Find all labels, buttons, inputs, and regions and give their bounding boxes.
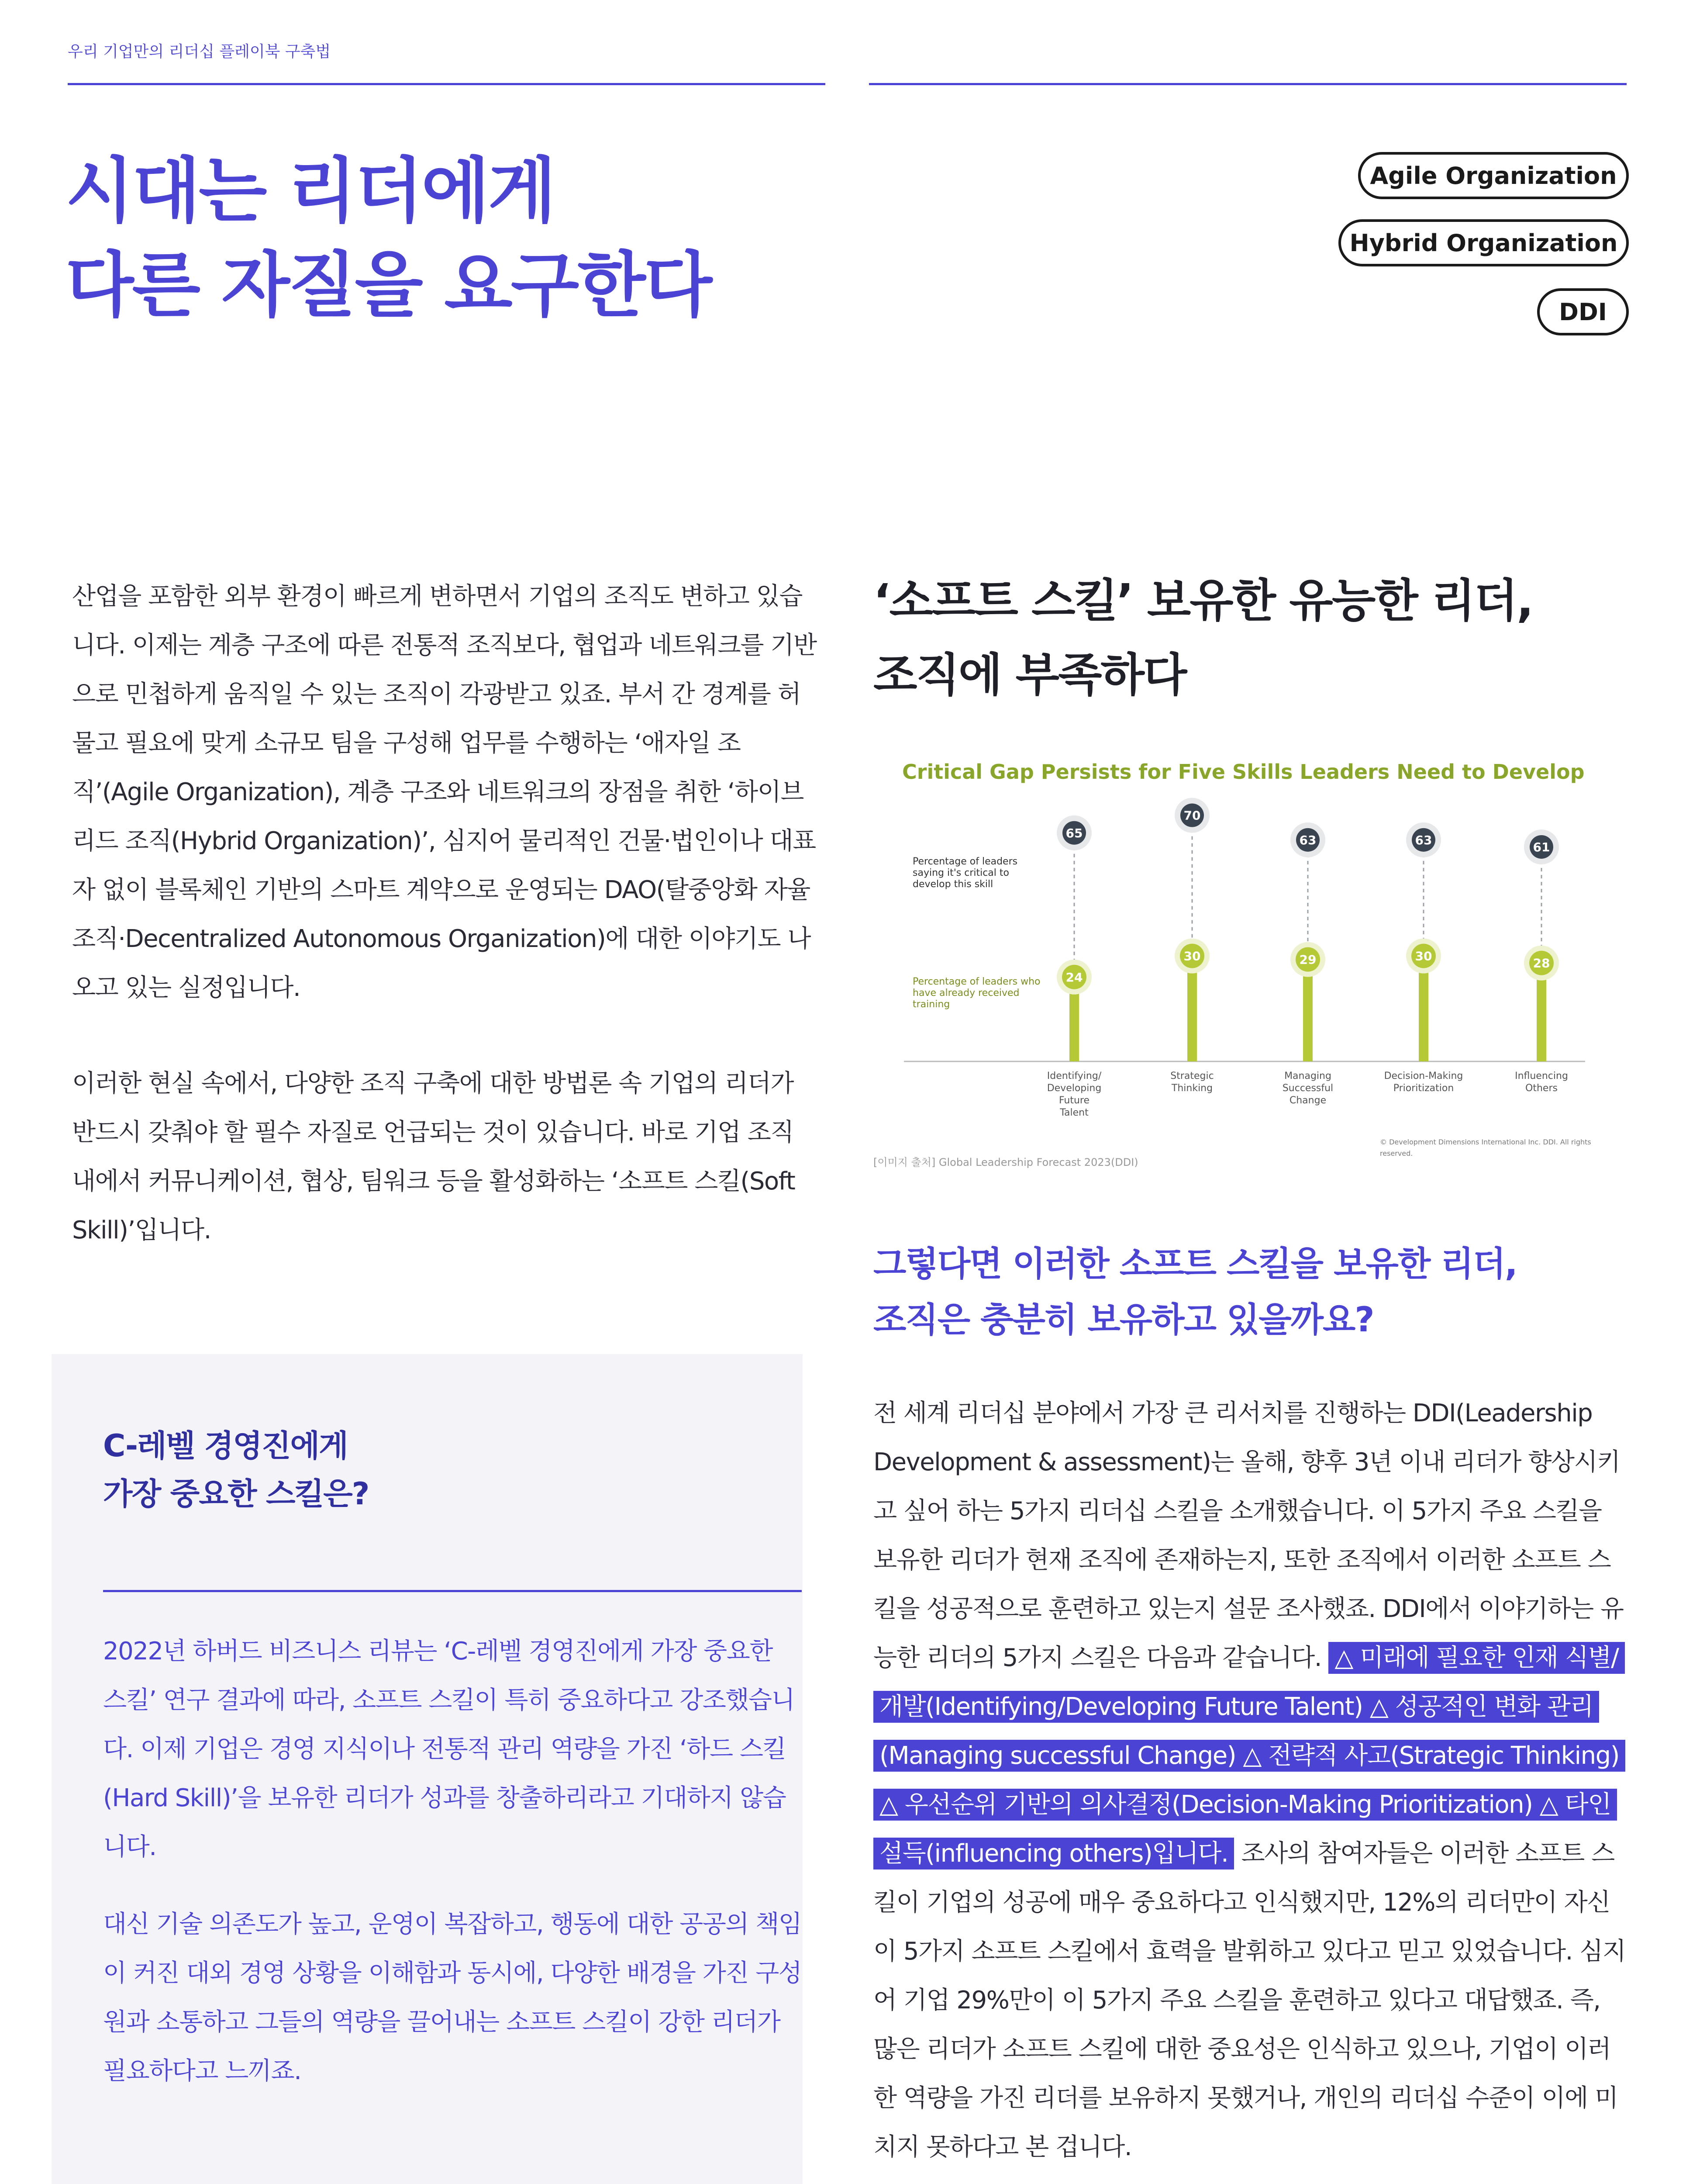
category-label-line: Prioritization <box>1393 1083 1454 1094</box>
ddi-findings: 조사의 참여자들은 이러한 소프트 스킬이 기업의 성공에 매우 중요하다고 인식했지만, 12%의 리더만이 자신이 5가지 소프트 스킬에서 효력을 발휘하고 있다고 믿고 있었습니다. 심지어 기업 29%만이 이 5가지 주요 스킬을 훈련하고 있다고 대답했죠. 즉, 많은 리더가 소프트 스킬에 대한 중요성은 인식하고 있으나, 기업이 이러한 역량을 가진 리더를 보유하지 못했거나, 개인의 리더십 수준이 이에 미치지 못하다고 본 겁니다. <box>873 1839 1626 2161</box>
category-label-line: Successful <box>1282 1083 1334 1094</box>
five-skills-highlight: △ 미래에 필요한 인재 식별/개발(Identifying/Developing Future Talent) △ 성공적인 변화 관리(Managing successful Change) △ 전략적 사고(Strategic Thinking) △ 우선순위 기반의 의사결정(Decision-Making Prioritization) △ 타인 설득(influencing others)입니다. <box>873 1642 1625 1870</box>
critical-value-4: 61 <box>1533 840 1550 854</box>
page-title-line2: 다른 자질을 요구한다 <box>66 245 711 327</box>
critical-value-1: 70 <box>1183 808 1201 823</box>
box-title-line1: C-레벨 경영진에게 <box>103 1428 348 1464</box>
page-title-line1: 시대는 리더에게 <box>66 150 555 232</box>
chart-title: Critical Gap Persists for Five Skills Leaders Need to Develop <box>902 760 1585 784</box>
category-label-3 <box>1384 1071 1463 1094</box>
critical-value-3: 63 <box>1415 833 1432 847</box>
category-label-line: Change <box>1289 1095 1327 1106</box>
category-label-line: Thinking <box>1171 1083 1213 1094</box>
subheading-line1: 그렇다면 이러한 소프트 스킬을 보유한 리더, <box>873 1244 1517 1284</box>
category-label-line: Strategic <box>1170 1071 1214 1082</box>
chart-plot <box>886 751 1603 1179</box>
category-label-1 <box>1170 1071 1214 1094</box>
section-heading-line1: ‘소프트 스킬’ 보유한 유능한 리더, <box>873 574 1533 627</box>
critical-value-0: 65 <box>1065 826 1083 840</box>
box-title <box>103 1422 369 1518</box>
trained-value-1: 30 <box>1183 949 1201 964</box>
soft-skill-paragraph: 이러한 현실 속에서, 다양한 조직 구축에 대한 방법론 속 기업의 리더가 반드시 갖춰야 할 필수 자질로 언급되는 것이 있습니다. 바로 기업 조직 내에서 커뮤니케이션, 협상, 팀워크 등을 활성화하는 ‘소프트 스킬(Soft Skill)’입니다. <box>72 1069 795 1244</box>
tag-agile: Agile Organization <box>1358 152 1629 199</box>
tag-hybrid: Hybrid Organization <box>1338 219 1629 266</box>
subheading-line2: 조직은 충분히 보유하고 있을까요? <box>873 1300 1374 1340</box>
category-label-2 <box>1283 1071 1333 1106</box>
box-paragraph-1: 2022년 하버드 비즈니스 리뷰는 ‘C-레벨 경영진에게 가장 중요한 스킬’ 연구 결과에 따라, 소프트 스킬이 특히 중요하다고 강조했습니다. 이제 기업은 경영 지식이나 전통적 관리 역량을 가진 ‘하드 스킬(Hard Skill)’을 보유한 리더가 성과를 창출하리라고 기대하지 않습니다. <box>103 1637 795 1861</box>
trained-value-0: 24 <box>1065 970 1083 985</box>
category-label-line: Future <box>1058 1095 1090 1106</box>
box-paragraph-2: 대신 기술 의존도가 높고, 운영이 복잡하고, 행동에 대한 공공의 책임이 커진 대외 경영 상황을 이해함과 동시에, 다양한 배경을 가진 구성원과 소통하고 그들의 역량을 끌어내는 소프트 스킬이 강한 리더가 필요하다고 느끼죠. <box>103 1910 802 2085</box>
box-title-line2: 가장 중요한 스킬은? <box>103 1476 369 1512</box>
category-label-line: Identifying/ <box>1047 1071 1102 1082</box>
category-label-line: Talent <box>1060 1107 1089 1118</box>
category-label-line: Decision-Making <box>1384 1071 1463 1082</box>
category-label-4 <box>1515 1071 1568 1094</box>
intro-paragraph: 산업을 포함한 외부 환경이 빠르게 변하면서 기업의 조직도 변하고 있습니다. 이제는 계층 구조에 따른 전통적 조직보다, 협업과 네트워크를 기반으로 민첩하게 움직일 수 있는 조직이 각광받고 있죠. 부서 간 경계를 허물고 필요에 맞게 소규모 팀을 구성해 업무를 수행하는 ‘애자일 조직’(Agile Organization), 계층 구조와 네트워크의 장점을 취한 ‘하이브리드 조직(Hybrid Organization)’, 심지어 물리적인 건물·법인이나 대표자 없이 블록체인 기반의 스마트 계약으로 운영되는 DAO(탈중앙화 자율 조직·Decentralized Autonomous Organization)에 대한 이야기도 나오고 있는 실정입니다. <box>72 582 817 1002</box>
category-label-line: Others <box>1525 1083 1558 1094</box>
category-label-0 <box>1047 1071 1102 1118</box>
section-heading-line2: 조직에 부족하다 <box>873 648 1186 702</box>
legend-trained: Percentage of leaders who have already received training <box>913 976 1041 1010</box>
ddi-intro: 전 세계 리더십 분야에서 가장 큰 리서치를 진행하는 DDI(Leadership Development & assessment)는 올해, 향후 3년 이내 리더가 향상시키고 싶어 하는 5가지 리더십 스킬을 소개했습니다. 이 5가지 주요 스킬을 보유한 리더가 현재 조직에 존재하는지, 또한 조직에서 이러한 소프트 스킬을 성공적으로 훈련하고 있는지 설문 조사했죠. DDI에서 이야기하는 유능한 리더의 5가지 스킬은 다음과 같습니다. <box>873 1399 1624 1672</box>
category-label-line: Developing <box>1047 1083 1102 1094</box>
skills-gap-chart <box>886 751 1603 1179</box>
chart-caption: [이미지 출처] Global Leadership Forecast 2023(DDI) <box>873 1156 1138 1168</box>
box-rule <box>103 1590 802 1592</box>
page-title <box>66 144 710 333</box>
chart-copyright: © Development Dimensions International Inc. DDI. All rights reserved. <box>1380 1138 1591 1158</box>
category-label-line: Influencing <box>1515 1071 1568 1082</box>
critical-value-2: 63 <box>1299 833 1317 847</box>
subheading <box>873 1236 1517 1348</box>
running-title: 우리 기업만의 리더십 플레이북 구축법 <box>68 43 331 61</box>
c-level-box <box>52 1354 803 2184</box>
ddi-paragraph <box>873 1389 1629 2172</box>
trained-value-3: 30 <box>1415 949 1432 964</box>
header-rule-left <box>68 83 825 85</box>
trained-value-2: 29 <box>1299 952 1317 967</box>
category-label-line: Managing <box>1284 1071 1331 1082</box>
legend-critical: Percentage of leaders saying it's critical to develop this skill <box>913 856 1018 890</box>
section-heading <box>873 563 1532 712</box>
tag-ddi: DDI <box>1537 288 1629 335</box>
header-rule-right <box>869 83 1627 85</box>
trained-value-4: 28 <box>1533 956 1550 971</box>
